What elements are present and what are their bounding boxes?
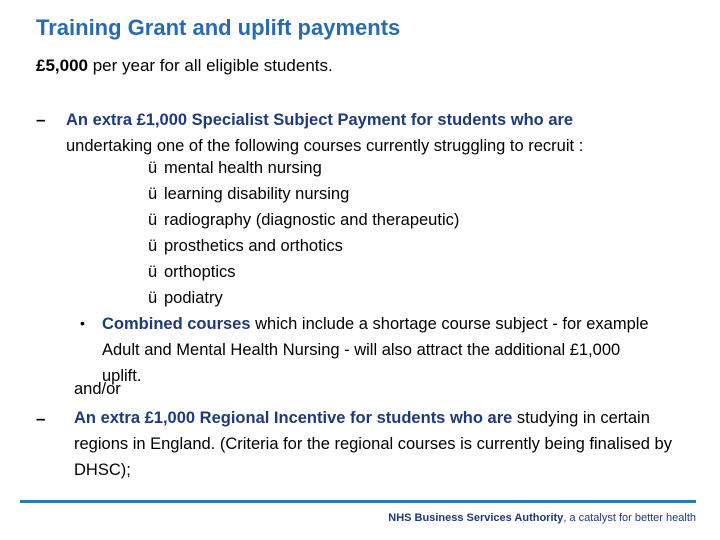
check-icon: ü [148, 211, 158, 229]
checklist-item: ü prosthetics and orthotics [148, 237, 343, 255]
grant-summary [36, 56, 333, 76]
combined-courses-text [102, 311, 662, 389]
check-icon: ü [148, 237, 158, 255]
grant-amount: £5,000 [36, 56, 88, 75]
footer [388, 512, 696, 524]
check-icon: ü [148, 289, 158, 307]
regional-incentive-detail: studying in certain regions in England. (Criteria for the regional courses is currently being finalised by DHSC); [74, 409, 672, 479]
item2-dash: – [36, 409, 46, 428]
and-or-text: and/or [74, 380, 121, 398]
item1-dash: – [36, 110, 46, 129]
specialist-payment-detail: undertaking one of the following courses currently struggling to recruit : [66, 137, 584, 155]
checklist-item: ü learning disability nursing [148, 185, 350, 203]
grant-summary-text: per year for all eligible students. [88, 56, 333, 75]
regional-incentive-text [74, 405, 674, 483]
checklist-item: ü podiatry [148, 289, 223, 307]
slide-title: Training Grant and uplift payments [36, 15, 401, 40]
combined-courses-heading: Combined courses [102, 315, 251, 333]
check-icon: ü [148, 185, 158, 203]
checklist-item: ü radiography (diagnostic and therapeutic) [148, 211, 460, 229]
specialist-payment-heading: An extra £1,000 Specialist Subject Payment for students who are [66, 111, 574, 129]
checklist-item: ü mental health nursing [148, 159, 322, 177]
check-icon: ü [148, 263, 158, 281]
footer-org: NHS Business Services Authority [388, 512, 564, 524]
checklist-item: ü orthoptics [148, 263, 236, 281]
check-icon: ü [148, 159, 158, 177]
regional-incentive-heading: An extra £1,000 Regional Incentive for students who are [74, 409, 513, 427]
footer-tagline: , a catalyst for better health [563, 512, 696, 524]
combined-courses-detail: which include a shortage course subject - for example Adult and Mental Health Nursing - will also attract the additional £1,000 uplift. [102, 315, 649, 385]
bullet-dot: • [80, 315, 85, 331]
specialist-payment-text [66, 107, 686, 159]
footer-rule [20, 500, 696, 503]
